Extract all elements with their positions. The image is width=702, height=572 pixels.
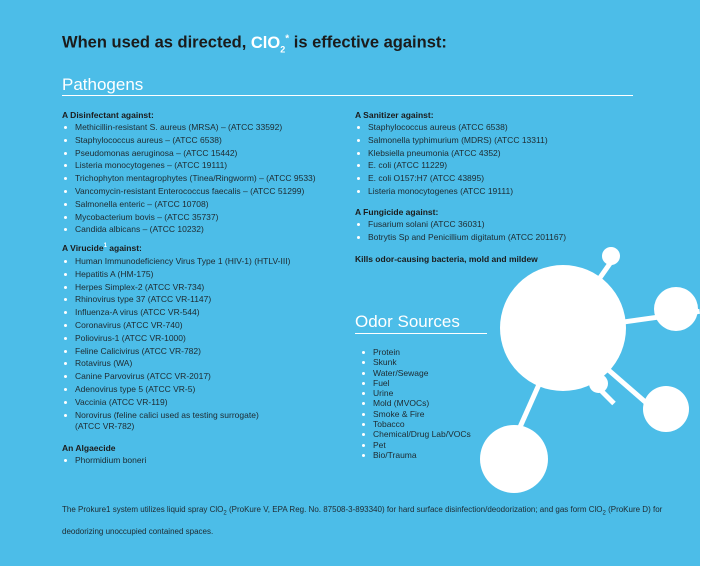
list-item: Chemical/Drug Lab/VOCs — [360, 429, 471, 439]
pathogens-title: Pathogens — [62, 75, 144, 94]
list-item: Staphylococcus aureus (ATCC 6538) — [355, 121, 548, 134]
footnote-subscript: 2 — [602, 510, 606, 517]
disinfectant-title: A Disinfectant against: — [62, 110, 154, 120]
list-item: Adenovirus type 5 (ATCC VR-5) — [62, 383, 290, 396]
list-item: Water/Sewage — [360, 368, 471, 378]
list-item: E. coli O157:H7 (ATCC 43895) — [355, 172, 548, 185]
list-item: Canine Parvovirus (ATCC VR-2017) — [62, 370, 290, 383]
list-item: Pet — [360, 440, 471, 450]
list-item: Trichophyton mentagrophytes (Tinea/Ringworm) – (ATCC 9533) — [62, 172, 316, 185]
footnote-text: The Prokure1 system utilizes liquid spray ClO — [62, 505, 224, 514]
list-item: Candida albicans – (ATCC 10232) — [62, 223, 316, 236]
list-item: Feline Calicivirus (ATCC VR-782) — [62, 345, 290, 358]
odor-sources-rule — [355, 333, 487, 334]
list-item: Vancomycin-resistant Enterococcus faecalis – (ATCC 51299) — [62, 185, 316, 198]
list-item: Rhinovirus type 37 (ATCC VR-1147) — [62, 293, 290, 306]
footnote-text: (ProKure V, EPA Reg. No. 87508-3-893340) for hard surface disinfection/deodorization; and gas form ClO — [226, 505, 603, 514]
list-item: Phormidium boneri — [62, 454, 146, 467]
list-item: Mycobacterium bovis – (ATCC 35737) — [62, 211, 316, 224]
odor-sources-title: Odor Sources — [355, 312, 460, 331]
list-item: E. coli (ATCC 11229) — [355, 159, 548, 172]
sanitizer-title: A Sanitizer against: — [355, 110, 434, 120]
molecule-atom-large — [500, 265, 626, 391]
molecule-atom — [654, 287, 698, 331]
chem-formula: ClO — [250, 33, 281, 52]
fungicide-title: A Fungicide against: — [355, 207, 439, 217]
list-item: Mold (MVOCs) — [360, 398, 471, 408]
list-item: Fuel — [360, 378, 471, 388]
list-item: Skunk — [360, 357, 471, 367]
list-item: Herpes Simplex-2 (ATCC VR-734) — [62, 281, 290, 294]
footnote-subscript: 2 — [223, 510, 227, 517]
list-item: Smoke & Fire — [360, 409, 471, 419]
list-item: Urine — [360, 388, 471, 398]
list-item: Fusarium solani (ATCC 36031) — [355, 218, 566, 231]
list-item: Human Immunodeficiency Virus Type 1 (HIV-1) (HTLV-III) — [62, 255, 290, 268]
odor-sources-list — [360, 347, 471, 460]
list-item: Listeria monocytogenes (ATCC 19111) — [355, 185, 548, 198]
list-item: Salmonella enteric – (ATCC 10708) — [62, 198, 316, 211]
headline-before: When used as directed, — [62, 33, 251, 52]
list-item: Influenza-A virus (ATCC VR-544) — [62, 306, 290, 319]
norovirus-continuation: (ATCC VR-782) — [75, 421, 135, 431]
chem-superscript: * — [285, 33, 290, 44]
list-item: Rotavirus (WA) — [62, 357, 290, 370]
list-item: Pseudomonas aeruginosa – (ATCC 15442) — [62, 147, 316, 160]
headline-after: is effective against: — [289, 33, 447, 52]
list-item: Klebsiella pneumonia (ATCC 4352) — [355, 147, 548, 160]
chem-subscript: 2 — [280, 43, 286, 54]
list-item: Poliovirus-1 (ATCC VR-1000) — [62, 332, 290, 345]
list-item: Staphylococcus aureus – (ATCC 6538) — [62, 134, 316, 147]
footnote-text: (ProKure D) for deodorizing unoccupied contained spaces. — [62, 505, 663, 536]
list-item: Listeria monocytogenes – (ATCC 19111) — [62, 159, 316, 172]
list-item: Coronavirus (ATCC VR-740) — [62, 319, 290, 332]
list-item: Tobacco — [360, 419, 471, 429]
molecule-atom — [602, 247, 620, 265]
list-item: Vaccinia (ATCC VR-119) — [62, 396, 290, 409]
algaecide-title: An Algaecide — [62, 443, 116, 453]
virucide-title-suffix: against: — [106, 243, 142, 253]
list-item: Botrytis Sp and Penicillium digitatum (ATCC 201167) — [355, 231, 566, 244]
list-item: Bio/Trauma — [360, 450, 471, 460]
virucide-title-text: A Virucide — [62, 243, 104, 253]
list-item: Methicillin-resistant S. aureus (MRSA) – (ATCC 33592) — [62, 121, 316, 134]
virucide-footnote-mark: 1 — [103, 243, 107, 250]
list-item: Hepatitis A (HM-175) — [62, 268, 290, 281]
list-item: Protein — [360, 347, 471, 357]
list-item: Norovirus (feline calici used as testing surrogate) — [62, 409, 290, 422]
footnote — [62, 501, 700, 540]
molecule-atom — [480, 425, 548, 493]
list-item: Salmonella typhimurium (MDRS) (ATCC 13311) — [355, 134, 548, 147]
molecule-atom — [589, 374, 608, 393]
molecule-atom — [643, 386, 689, 432]
odor-kill-note: Kills odor-causing bacteria, mold and mildew — [355, 254, 538, 264]
